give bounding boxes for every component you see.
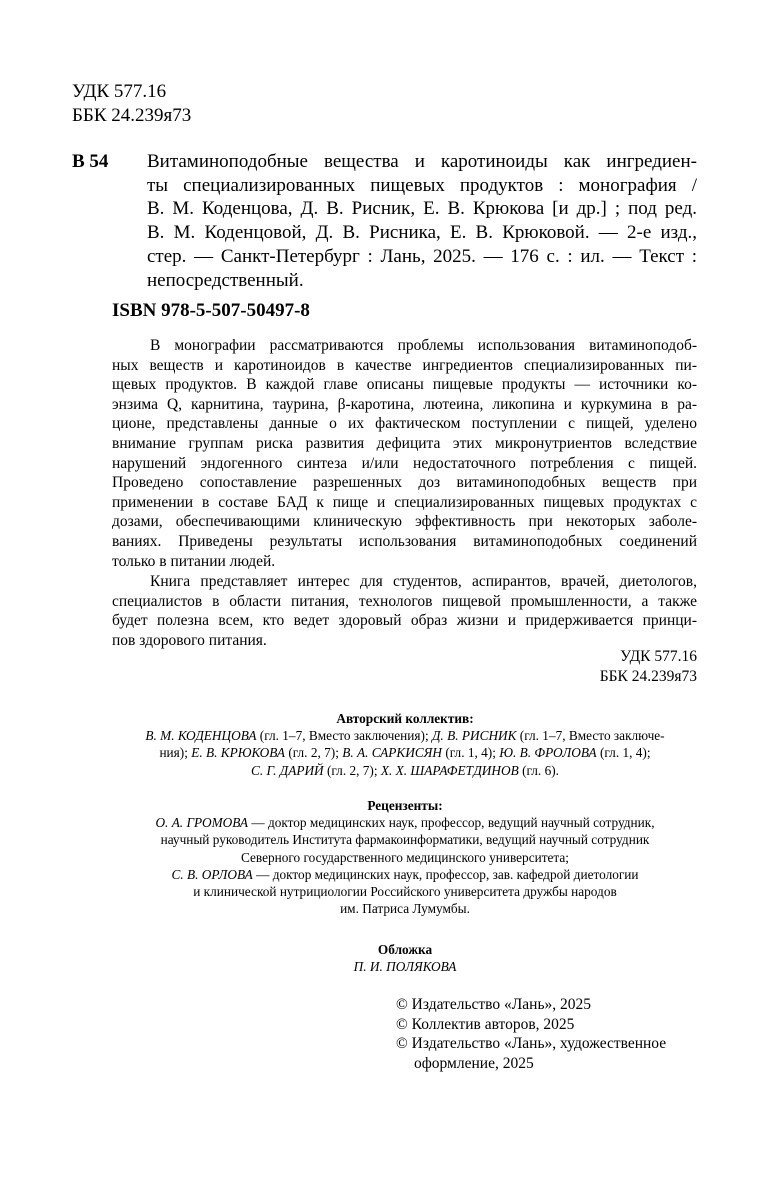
udk-code: УДК 577.16: [72, 81, 167, 102]
abstract-line: Проведено сопоставление разрешенных доз витаминоподобных веществ при: [112, 474, 697, 492]
reviewers-heading: Рецензенты:: [367, 798, 443, 813]
author-chapters: (гл. 2, 7);: [323, 762, 381, 778]
abstract-line: внимание группам риска развития дефицита этих микронутриентов вследствие: [112, 434, 697, 452]
abstract-line: будет полезна всем, кто ведет здоровый образ жизни и придерживается принци-: [112, 612, 697, 630]
authors-line: [100, 744, 710, 761]
classification-top: [72, 80, 191, 128]
cover-heading: Обложка: [377, 942, 433, 957]
abstract-line: пов здорового питания.: [112, 631, 267, 649]
abstract-line: Книга представляет интерес для студентов, аспирантов, врачей, диетологов,: [150, 573, 697, 591]
reviewer-line: научный руководитель Института фармакоинформатики, ведущий научный сотрудник: [160, 832, 650, 848]
classification-bottom: [112, 647, 697, 687]
isbn: ISBN 978-5-507-50497-8: [112, 300, 310, 321]
reviewer-line: Северного государственного медицинского университета;: [240, 849, 570, 865]
copyright-section: [396, 995, 666, 1073]
bbk-code: ББК 24.239я73: [599, 668, 697, 685]
reviewer-line: [100, 814, 710, 831]
cover-designer: [100, 958, 710, 975]
udk-code: УДК 577.16: [620, 648, 697, 665]
bbk-code: ББК 24.239я73: [72, 105, 192, 126]
abstract-line: щевых продуктов. В каждой главе описаны пищевые продукты — источники ко-: [112, 376, 697, 394]
reviewer-name: С. В. ОРЛОВА: [171, 866, 253, 882]
abstract-line: ваниях. Приведены результаты использования витаминоподобных соединений: [112, 532, 697, 550]
abstract-line: применении в составе БАД к пище и специализированных пищевых продуктах с: [112, 493, 697, 511]
abstract-line: В монографии рассматриваются проблемы использования витаминоподоб-: [150, 337, 697, 354]
reviewer-name: О. А. ГРОМОВА: [155, 815, 248, 831]
copyright-line: оформление, 2025: [414, 1054, 534, 1072]
reviewer-line: и клинической нутрициологии Российского университета дружбы народов: [193, 884, 617, 900]
copyright-line: © Коллектив авторов, 2025: [396, 1015, 575, 1033]
author-name: Х. Х. ШАРАФЕТДИНОВ: [380, 762, 519, 778]
reviewer-credentials: — доктор медицинских наук, профессор, ведущий научный сотрудник,: [248, 815, 655, 831]
abstract-paragraph-2: [112, 572, 697, 650]
abstract-line: ных веществ и каротиноидов в качестве ингредиентов специализированных пи-: [112, 356, 697, 374]
copyright-line: © Издательство «Лань», художественное: [396, 1035, 667, 1053]
author-name: Е. В. КРЮКОВА: [191, 745, 286, 761]
abstract-paragraph-1: [112, 336, 697, 571]
entry-line: Витаминоподобные вещества и каротиноиды как ингредиен-: [147, 151, 697, 172]
author-name: В. А. САРКИСЯН: [342, 745, 443, 761]
author-chapters: ния);: [159, 745, 192, 761]
author-chapters: (гл. 1–7, Вместо заключения);: [256, 728, 432, 744]
abstract-line: дозами, обеспечивающими клиническую эффективность при некоторых заболе-: [112, 513, 697, 531]
author-chapters: (гл. 6).: [518, 762, 559, 778]
abstract-line: ционе, представлены данные о их фактическом поступлении с пищей, уделено: [112, 415, 697, 433]
author-chapters: (гл. 1, 4);: [442, 745, 500, 761]
author-mark: В 54: [72, 151, 109, 172]
author-chapters: (гл. 1, 4);: [596, 745, 651, 761]
cover-designer-name: П. И. ПОЛЯКОВА: [353, 959, 457, 975]
entry-line: ты специализированных пищевых продуктов : монография /: [147, 174, 697, 196]
author-name: С. Г. ДАРИЙ: [251, 762, 324, 778]
entry-line: стер. — Санкт-Петербург : Лань, 2025. — 176 с. : ил. — Текст :: [147, 245, 697, 267]
entry-line: В. М. Коденцова, Д. В. Рисник, Е. В. Крюкова [и др.] ; под ред.: [147, 198, 697, 220]
authors-line: [100, 727, 710, 744]
author-name: Д. В. РИСНИК: [431, 728, 517, 744]
authors-line: [100, 762, 710, 779]
abstract: [112, 336, 697, 651]
abstract-line: специалистов в области питания, технологов пищевой промышленности, а также: [112, 592, 697, 610]
entry-line: непосредственный.: [147, 269, 304, 291]
reviewer-credentials: — доктор медицинских наук, профессор, зав. кафедрой диетологии: [252, 866, 639, 882]
authors-section: [100, 710, 710, 779]
entry-line: В. М. Коденцовой, Д. В. Рисника, Е. В. Крюковой. — 2-е изд.,: [147, 222, 697, 244]
bibliographic-description: [147, 150, 697, 292]
abstract-line: только в питании людей.: [112, 552, 276, 570]
author-chapters: (гл. 1–7, Вместо заключе-: [516, 728, 665, 744]
reviewers-section: [100, 797, 710, 917]
reviewer-line: им. Патриса Лумумбы.: [340, 901, 470, 917]
author-name: В. М. КОДЕНЦОВА: [145, 728, 257, 744]
reviewer-line: [100, 866, 710, 883]
abstract-line: энзима Q, карнитина, таурина, β-каротина, лютеина, ликопина и куркумина в ра-: [112, 395, 697, 413]
bibliographic-entry: [72, 150, 697, 292]
cover-section: [100, 941, 710, 975]
author-name: Ю. В. ФРОЛОВА: [499, 745, 597, 761]
author-chapters: (гл. 2, 7);: [285, 745, 343, 761]
authors-heading: Авторский коллектив:: [336, 711, 474, 726]
abstract-line: нарушений эндогенного синтеза и/или недостаточного потребления с пищей.: [112, 454, 697, 472]
copyright-line: © Издательство «Лань», 2025: [396, 996, 592, 1013]
